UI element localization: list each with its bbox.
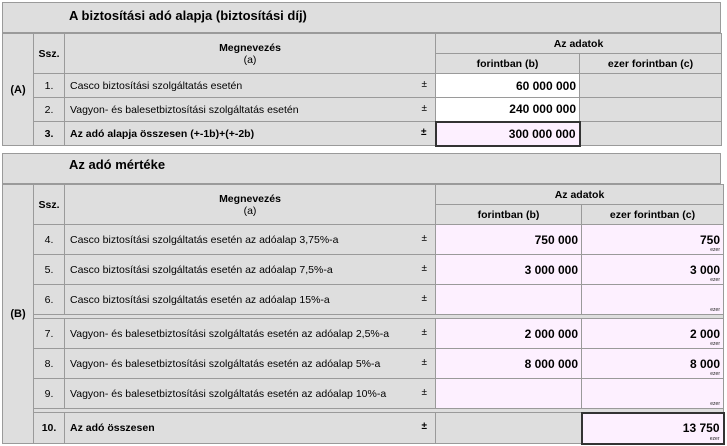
ssz-header: Ssz. — [34, 34, 65, 74]
row-number: 4. — [34, 225, 65, 255]
value-forint-field[interactable]: 750 000 — [436, 225, 582, 255]
megnevezes-sub: (a) — [243, 204, 257, 217]
section-a-title: A biztosítási adó alapja (biztosítási díj) — [69, 8, 307, 23]
col-c-header: ezer forintban (c) — [580, 54, 722, 74]
row-label-text: Vagyon- és balesetbiztosítási szolgáltatás esetén az adóalap 10%-a — [70, 387, 387, 400]
row-number: 6. — [34, 285, 65, 315]
row-label — [65, 255, 436, 285]
plus-minus-icon[interactable]: ± — [421, 421, 427, 433]
value-forint-field[interactable]: 8 000 000 — [436, 349, 582, 379]
row-label — [65, 98, 436, 122]
value-ezer-text: 2 000 — [689, 326, 720, 341]
value-forint-field[interactable]: 60 000 000 — [436, 74, 580, 98]
table-row — [3, 379, 724, 409]
plus-minus-icon[interactable]: ± — [421, 78, 427, 90]
value-ezer-text: 13 750 — [682, 421, 720, 435]
unit-label: ezer — [710, 307, 720, 313]
value-forint-field[interactable]: 2 000 000 — [436, 319, 582, 349]
row-label-text: Az adó összesen — [70, 422, 155, 434]
value-ezer-text: 8 000 — [689, 356, 720, 371]
total-forint-field[interactable]: 300 000 000 — [436, 122, 580, 146]
row-number: 7. — [34, 319, 65, 349]
section-a-title-bar — [2, 2, 721, 33]
megnevezes-header — [65, 185, 436, 225]
row-number: 3. — [34, 122, 65, 146]
row-label-text: Casco biztosítási szolgáltatás esetén az adóalap 3,75%-a — [70, 233, 339, 246]
row-number: 1. — [34, 74, 65, 98]
table-row — [3, 74, 722, 98]
row-number: 9. — [34, 379, 65, 409]
table-row — [3, 285, 724, 315]
row-label-text: Casco biztosítási szolgáltatás esetén — [70, 79, 243, 92]
row-label — [65, 349, 436, 379]
plus-minus-icon[interactable]: ± — [421, 326, 427, 338]
row-label-text: Casco biztosítási szolgáltatás esetén az adóalap 7,5%-a — [70, 263, 333, 276]
section-a-letter: (A) — [3, 34, 34, 146]
section-b-title: Az adó mértéke — [69, 157, 166, 172]
section-b-table — [2, 184, 725, 445]
value-ezer-field[interactable] — [582, 255, 724, 285]
plus-minus-icon[interactable]: ± — [421, 356, 427, 368]
table-row — [3, 255, 724, 285]
total-ezer-field[interactable] — [582, 413, 724, 444]
row-number: 10. — [34, 413, 65, 444]
megnevezes-label: Megnevezés — [219, 41, 281, 54]
value-ezer-field[interactable] — [582, 225, 724, 255]
value-ezer-text: 750 — [699, 232, 720, 247]
section-b-letter: (B) — [3, 185, 34, 444]
value-forint-field[interactable]: 240 000 000 — [436, 98, 580, 122]
megnevezes-header — [65, 34, 436, 74]
adatok-header: Az adatok — [436, 185, 724, 205]
col-c-header: ezer forintban (c) — [582, 205, 724, 225]
unit-label: ezer — [710, 371, 720, 377]
row-number: 8. — [34, 349, 65, 379]
row-label — [65, 319, 436, 349]
adatok-header: Az adatok — [436, 34, 722, 54]
table-row — [3, 98, 722, 122]
plus-minus-icon[interactable]: ± — [421, 386, 427, 398]
section-a-table — [2, 33, 722, 147]
row-label-text: Vagyon- és balesetbiztosítási szolgáltatás esetén az adóalap 5%-a — [70, 357, 381, 370]
megnevezes-label: Megnevezés — [219, 192, 281, 205]
value-forint-field — [436, 413, 582, 444]
row-label-text: Vagyon- és balesetbiztosítási szolgáltatás esetén az adóalap 2,5%-a — [70, 327, 390, 340]
ssz-header: Ssz. — [34, 185, 65, 225]
value-ezer-field — [580, 122, 722, 146]
value-ezer-field[interactable] — [582, 319, 724, 349]
row-label-text: Casco biztosítási szolgáltatás esetén az adóalap 15%-a — [70, 293, 330, 306]
row-label-text: Az adó alapja összesen (+-1b)+(+-2b) — [70, 127, 255, 140]
unit-label: ezer — [710, 341, 720, 347]
plus-minus-icon[interactable]: ± — [421, 292, 427, 304]
table-row — [3, 349, 724, 379]
row-label — [65, 413, 436, 444]
row-label-text: Vagyon- és balesetbiztosítási szolgáltatás esetén — [70, 103, 299, 116]
row-label — [65, 379, 436, 409]
value-ezer-field[interactable] — [582, 285, 724, 315]
section-b-title-bar — [2, 153, 721, 184]
unit-label: ezer — [710, 401, 720, 407]
plus-minus-icon[interactable]: ± — [421, 102, 427, 114]
row-label — [65, 122, 436, 146]
col-b-header: forintban (b) — [436, 54, 580, 74]
megnevezes-sub: (a) — [243, 53, 257, 66]
row-label — [65, 74, 436, 98]
value-forint-field[interactable] — [436, 285, 582, 315]
value-ezer-field[interactable] — [582, 349, 724, 379]
unit-label: ezer — [709, 435, 720, 442]
unit-label: ezer — [710, 247, 720, 253]
value-ezer-field[interactable] — [582, 379, 724, 409]
col-b-header: forintban (b) — [436, 205, 582, 225]
value-forint-field[interactable]: 3 000 000 — [436, 255, 582, 285]
plus-minus-icon[interactable]: ± — [421, 232, 427, 244]
plus-minus-icon[interactable]: ± — [421, 262, 427, 274]
value-ezer-field — [580, 98, 722, 122]
row-number: 2. — [34, 98, 65, 122]
unit-label: ezer — [710, 277, 720, 283]
table-row — [3, 319, 724, 349]
value-ezer-field — [580, 74, 722, 98]
row-number: 5. — [34, 255, 65, 285]
plus-minus-icon[interactable]: ± — [421, 126, 427, 138]
row-label — [65, 285, 436, 315]
table-row-total — [3, 413, 724, 444]
value-forint-field[interactable] — [436, 379, 582, 409]
row-label — [65, 225, 436, 255]
table-row-total — [3, 122, 722, 146]
value-ezer-text: 3 000 — [689, 262, 720, 277]
table-row — [3, 225, 724, 255]
